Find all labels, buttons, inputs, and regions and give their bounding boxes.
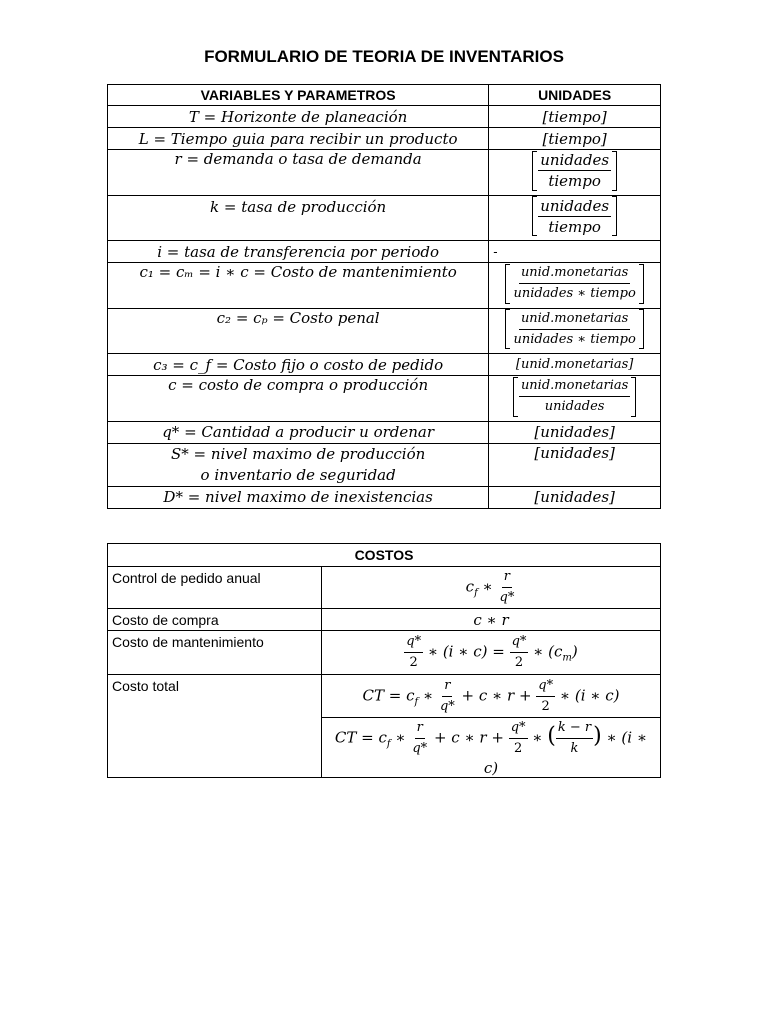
table-row (108, 241, 661, 263)
unit-cell: - (489, 241, 661, 263)
table-row (108, 443, 661, 486)
unit-denominator: unidades ∗ tiempo (513, 286, 636, 301)
unit-denominator: unidades ∗ tiempo (513, 331, 636, 347)
unit-cell (489, 263, 661, 309)
variable-cell: c₁ = cₘ = i ∗ c = Costo de mantenimiento (108, 263, 489, 309)
table-row (108, 486, 661, 508)
formula-holding: $\frac{q*}{2}$ ∗ (i ∗ c) = $\frac{q*}{2}$ ∗ $(c_m)$ (322, 631, 661, 675)
variable-line-2: o inventario de seguridad (200, 465, 396, 484)
variable-cell: L = Tiempo guia para recibir un producto (108, 128, 489, 150)
variable-cell (108, 443, 489, 486)
unit-fraction (505, 309, 643, 350)
variable-cell: i = tasa de transferencia por periodo (108, 241, 489, 263)
unit-fraction (505, 263, 643, 304)
formula-annual-order: $c_f$ ∗ $\frac{r}{q*}$ (322, 567, 661, 609)
unit-cell (489, 308, 661, 354)
table-header-row (108, 85, 661, 106)
unit-cell: [unidades] (489, 421, 661, 443)
unit-denominator: tiempo (548, 172, 601, 190)
table-row (108, 421, 661, 443)
formula-total-cost-1: CT = $c_f$ ∗ $\frac{r}{q*}$ + c ∗ r + $\frac{q*}{2}$ ∗ (i ∗ c) (322, 675, 661, 718)
header-units: UNIDADES (489, 85, 661, 106)
unit-denominator: tiempo (548, 217, 601, 236)
cost-label: Control de pedido anual (108, 567, 322, 609)
variable-cell: q* = Cantidad a producir u ordenar (108, 421, 489, 443)
unit-numerator: unid.monetarias (519, 309, 630, 330)
variable-cell: c₃ = c_f = Costo fijo o costo de pedido (108, 354, 489, 376)
cost-label: Costo total (108, 675, 322, 778)
unit-cell: [tiempo] (489, 128, 661, 150)
costs-table (107, 543, 661, 778)
table-row (108, 150, 661, 196)
formula-purchase: c ∗ r (322, 609, 661, 631)
table-row (108, 354, 661, 376)
header-variables: VARIABLES Y PARAMETROS (108, 85, 489, 106)
table-header-row (108, 544, 661, 567)
unit-cell: [unidades] (489, 443, 661, 486)
unit-fraction (532, 150, 617, 191)
unit-cell (489, 195, 661, 241)
cost-label: Costo de compra (108, 609, 322, 631)
unit-numerator: unid.monetarias (519, 376, 630, 397)
variable-cell: c = costo de compra o producción (108, 376, 489, 422)
table-row (108, 263, 661, 309)
table-row (108, 609, 661, 631)
table-row (108, 675, 661, 718)
variable-cell: T = Horizonte de planeación (108, 106, 489, 128)
table-row (108, 376, 661, 422)
page-title: FORMULARIO DE TEORIA DE INVENTARIOS (204, 47, 564, 66)
table-row (108, 195, 661, 241)
table-row (108, 631, 661, 675)
unit-cell: [unidades] (489, 486, 661, 508)
unit-denominator: unidades (544, 399, 605, 414)
variable-line-1: S* = nivel maximo de producción (170, 444, 426, 463)
unit-numerator: unidades (540, 151, 610, 169)
variable-cell: k = tasa de producción (108, 195, 489, 241)
unit-cell (489, 376, 661, 422)
formula-total-cost-2: CT = $c_f$ ∗ $\frac{r}{q*}$ + c ∗ r + $\frac{q*}{2}$ ∗ ( $\frac{k - r}{k}$ ) ∗ (i ∗ c) (322, 718, 661, 778)
variable-cell: r = demanda o tasa de demanda (108, 150, 489, 196)
unit-fraction (532, 196, 617, 237)
unit-numerator: unidades (540, 196, 610, 215)
unit-fraction (513, 376, 636, 417)
unit-numerator: unid.monetarias (519, 263, 630, 284)
table-row (108, 128, 661, 150)
table-row (108, 106, 661, 128)
variables-table (107, 84, 661, 509)
cost-label: Costo de mantenimiento (108, 631, 322, 675)
unit-cell (489, 150, 661, 196)
table-row (108, 567, 661, 609)
unit-cell: [tiempo] (489, 106, 661, 128)
unit-cell: [unid.monetarias] (489, 354, 661, 376)
variable-cell: c₂ = cₚ = Costo penal (108, 308, 489, 354)
variable-cell: D* = nivel maximo de inexistencias (108, 486, 489, 508)
header-costs: COSTOS (108, 544, 661, 567)
table-row (108, 308, 661, 354)
